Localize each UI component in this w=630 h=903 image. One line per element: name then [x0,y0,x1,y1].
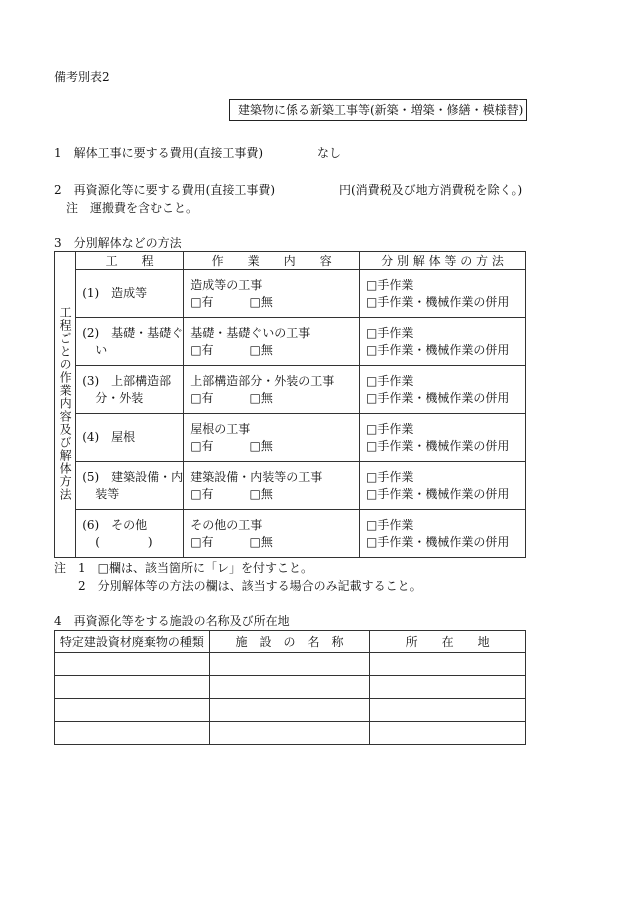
process-name: (6) その他 [82,517,148,532]
table-note-1: 注 1 □欄は、該当箇所に「レ」を付すこと。 [54,561,313,575]
work-cell [184,270,360,318]
table-header [55,252,526,270]
method-cell [359,366,525,414]
process-name: (2) 基礎・基礎ぐ [82,325,184,340]
waste-type-input[interactable] [55,653,210,676]
manual-checkbox[interactable]: □手作業 [365,469,414,484]
header-facility-name: 施 設 の 名 称 [209,631,370,653]
location-input[interactable] [370,722,526,745]
facility-name-input[interactable] [209,699,370,722]
waste-type-input[interactable] [55,676,210,699]
method-cell [359,318,525,366]
section1-value: なし [317,146,342,160]
table-row [55,462,526,510]
combined-checkbox[interactable]: □手作業・機械作業の併用 [365,438,510,453]
section1-label: 1 解体工事に要する費用(直接工事費) [54,146,263,160]
method-cell [359,462,525,510]
table-row [55,414,526,462]
combined-checkbox[interactable]: □手作業・機械作業の併用 [365,534,510,549]
table-row [55,722,526,745]
manual-checkbox[interactable]: □手作業 [365,421,414,436]
header-waste-type: 特定建設資材廃棄物の種類 [55,631,210,653]
none-checkbox[interactable]: □無 [249,486,273,501]
facility-table [54,630,526,745]
process-name: (1) 造成等 [82,286,148,300]
header-work: 作 業 内 容 [184,252,360,270]
work-cell [184,318,360,366]
table-row [55,699,526,722]
has-checkbox[interactable]: □有 [190,294,214,309]
waste-type-input[interactable] [55,699,210,722]
side-label: 工程ごとの作業内容及び解体方法 [58,305,73,501]
none-checkbox[interactable]: □無 [249,294,273,309]
manual-checkbox[interactable]: □手作業 [365,277,414,292]
process-name-cont: 装等 [95,486,120,501]
process-cell [76,366,184,414]
process-cell [76,510,184,558]
work-name: 上部構造部分・外装の工事 [190,373,335,388]
work-cell [184,366,360,414]
work-name: 屋根の工事 [190,421,251,436]
process-cell [76,270,184,318]
method-cell [359,270,525,318]
combined-checkbox[interactable]: □手作業・機械作業の併用 [365,342,510,357]
box-title [229,99,527,121]
process-cell [76,462,184,510]
section2-label: 2 再資源化等に要する費用(直接工事費) [54,183,275,197]
has-checkbox[interactable]: □有 [190,534,214,549]
work-cell [184,462,360,510]
side-label-cell [55,252,76,558]
header-location: 所 在 地 [370,631,526,653]
process-name: (5) 建築設備・内 [82,469,184,484]
process-name-cont: い [95,342,108,357]
work-name: 造成等の工事 [190,277,263,292]
facility-name-input[interactable] [209,653,370,676]
manual-checkbox[interactable]: □手作業 [365,373,414,388]
combined-checkbox[interactable]: □手作業・機械作業の併用 [365,486,510,501]
header-method: 分 別 解 体 等 の 方 法 [359,252,525,270]
method-cell [359,510,525,558]
table-row [55,653,526,676]
table-row [55,270,526,318]
combined-checkbox[interactable]: □手作業・機械作業の併用 [365,390,510,405]
none-checkbox[interactable]: □無 [249,342,273,357]
table-row [55,510,526,558]
demolition-table [54,251,526,558]
work-name: 建築設備・内装等の工事 [190,469,323,484]
manual-checkbox[interactable]: □手作業 [365,517,414,532]
waste-type-input[interactable] [55,722,210,745]
has-checkbox[interactable]: □有 [190,486,214,501]
method-cell [359,414,525,462]
process-cell [76,414,184,462]
work-name: その他の工事 [190,517,263,532]
combined-checkbox[interactable]: □手作業・機械作業の併用 [365,294,510,309]
none-checkbox[interactable]: □無 [249,534,273,549]
table-row [55,366,526,414]
section4-title: 4 再資源化等をする施設の名称及び所在地 [54,614,290,628]
facility-name-input[interactable] [209,722,370,745]
doc-title: 備考別表2 [54,70,110,84]
facility-name-input[interactable] [209,676,370,699]
table-note-2: 2 分別解体等の方法の欄は、該当する場合のみ記載すること。 [78,579,422,593]
header-process: 工 程 [76,252,184,270]
process-name-cont: ( ) [95,534,153,549]
table-row [55,676,526,699]
section3-title: 3 分別解体などの方法 [54,236,182,250]
location-input[interactable] [370,653,526,676]
manual-checkbox[interactable]: □手作業 [365,325,414,340]
none-checkbox[interactable]: □無 [249,438,273,453]
none-checkbox[interactable]: □無 [249,390,273,405]
location-input[interactable] [370,676,526,699]
location-input[interactable] [370,699,526,722]
has-checkbox[interactable]: □有 [190,342,214,357]
process-name-cont: 分・外装 [95,390,144,405]
process-name: (4) 屋根 [82,430,136,444]
has-checkbox[interactable]: □有 [190,390,214,405]
work-cell [184,414,360,462]
work-name: 基礎・基礎ぐいの工事 [190,325,311,340]
facility-header [55,631,526,653]
process-cell [76,318,184,366]
box-title-text: 建築物に係る新築工事等(新築・増築・修繕・模様替) [238,103,524,117]
section2-note: 注 運搬費を含むこと。 [66,201,199,215]
process-name: (3) 上部構造部 [82,373,172,388]
section2-value: 円(消費税及び地方消費税を除く。) [339,183,523,197]
has-checkbox[interactable]: □有 [190,438,214,453]
table-row [55,318,526,366]
work-cell [184,510,360,558]
